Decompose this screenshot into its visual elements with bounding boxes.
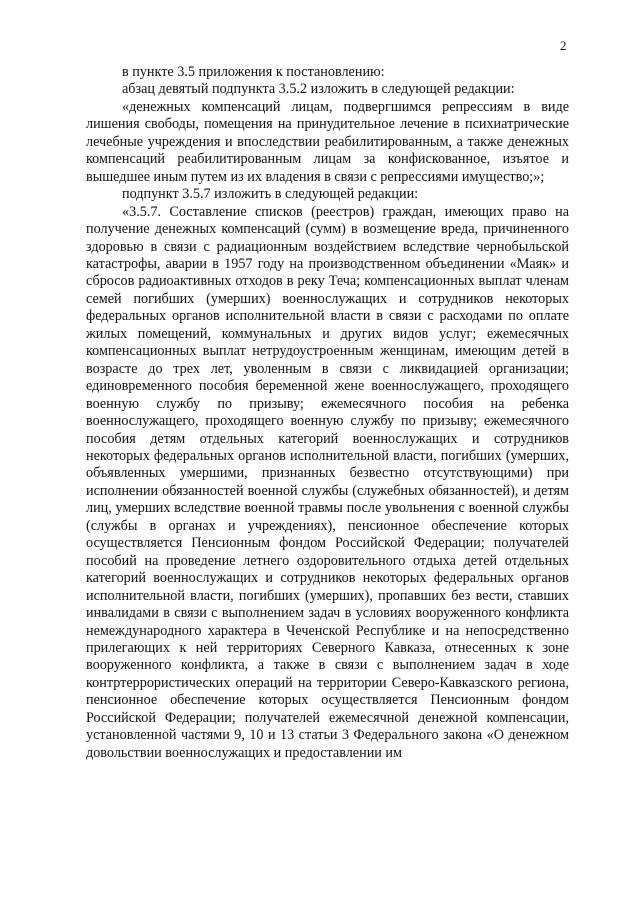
document-body (86, 64, 569, 762)
paragraph-item-5-2: в пункте 3.5 приложения к постановлению: (122, 64, 385, 80)
paragraph-amend-3-5-2: абзац девятый подпункта 3.5.2 изложить в следующей редакции: (122, 81, 515, 98)
page-number: 2 (560, 38, 567, 53)
paragraph-quote-compensations: «денежных компенсаций лицам, подвергшимся репрессиям в виде лишения свободы, помещения на принудительное лечение в психиатрические лечебные учреждения и впоследствии реабилитированным, а также денежных компенсаций реабилитированным лицам за конфискованное, изъятое и вышедшее иным путем из их владения в связи с репрессиями имущество;»; (86, 98, 569, 185)
paragraph-amend-3-5-7: подпункт 3.5.7 изложить в следующей редакции: (122, 186, 419, 203)
paragraph-quote-3-5-7: «3.5.7. Составление списков (реестров) граждан, имеющих право на получение денежных компенсаций (сумм) в возмещение вреда, причиненного здоровью в связи с радиационным воздействием вследствие чернобыльской катастрофы, аварии в 1957 году на производственном объединении «Маяк» и сбросов радиоактивных отходов в реку Теча; компенсационных выплат членам семей погибших (умерших) военнослужащих и сотрудников некоторых федеральных органов исполнительной власти в связи с расходами по оплате жилых помещений, коммунальных и других видов услуг; ежемесячных компенсационных выплат нетрудоустроенным женщинам, имеющим детей в возрасте до трех лет, уволенным в связи с ликвидацией организации; единовременного пособия беременной жене военнослужащего, проходящего военную службу по призыву; ежемесячного пособия на ребенка военнослужащего, проходящего военную службу по призыву; ежемесячного пособия детям отдельных категорий военнослужащих и сотрудников некоторых федеральных органов исполнительной власти, погибших (умерших, объявленных умершими, признанных безвестно отсутствующими) при исполнении обязанностей военной службы (служебных обязанностей), и детям лиц, умерших вследствие военной травмы после увольнения с военной службы (службы в органах и учреждениях), пенсионное обеспечение которых осуществляется Пенсионным фондом Российской Федерации; получателей пособий на проведение летнего оздоровительного отдыха детей отдельных категорий военнослужащих и сотрудников некоторых федеральных органов исполнительной власти, погибших (умерших), пропавших без вести, ставших инвалидами в связи с выполнением задач в условиях вооруженного конфликта немеждународного характера в Чеченской Республике и на непосредственно прилегающих к ней территориях Северного Кавказа, отнесенных к зоне вооруженного конфликта, а также в связи с выполнением задач в ходе контртеррористических операций на территории Северо-Кавказского региона, пенсионное обеспечение которых осуществляется Пенсионным фондом Российской Федерации; получателей ежемесячной денежной компенсации, установленной частями 9, 10 и 13 статьи 3 Федерального закона «О денежном довольствии военнослужащих и предоставлении им (86, 203, 569, 761)
